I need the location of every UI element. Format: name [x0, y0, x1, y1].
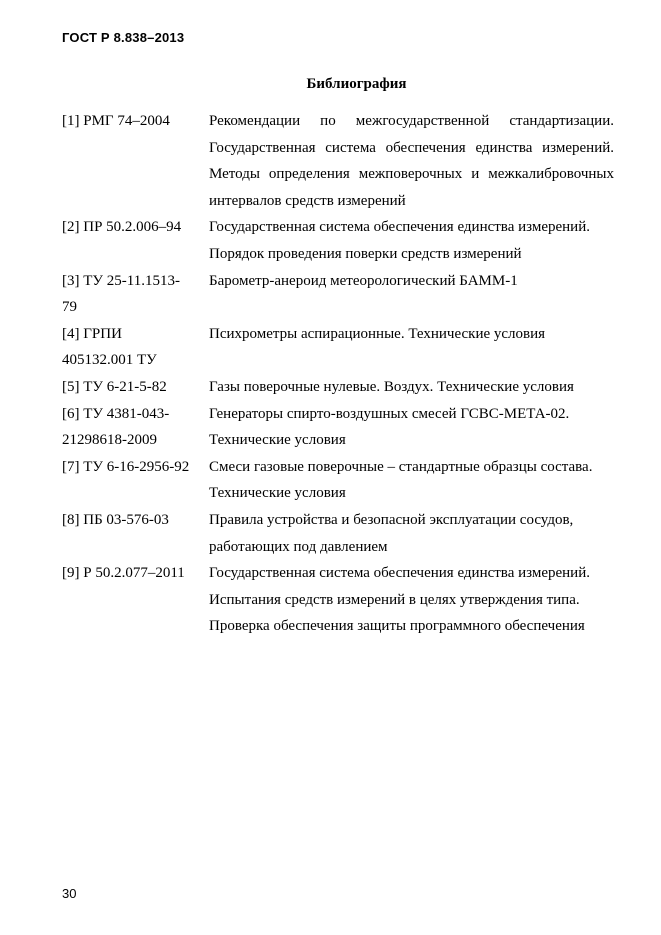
- entry-description: [209, 214, 614, 267]
- bibliography-entry: [62, 507, 614, 560]
- entry-description-line: Генераторы спирто-воздушных смесей ГСВС-МЕТА-02.: [209, 405, 570, 422]
- entry-reference-line: [2] ПР 50.2.006–94: [62, 219, 182, 236]
- bibliography-entry: [62, 560, 614, 640]
- entry-description-line: Рекомендации по межгосударственной стандартизации.: [209, 113, 614, 129]
- bibliography-entry: [62, 454, 614, 507]
- entry-reference-line: [3] ТУ 25-11.1513-: [62, 272, 180, 289]
- entry-description: [209, 268, 614, 295]
- entry-reference: [62, 560, 209, 587]
- entry-reference: [62, 108, 209, 135]
- entry-reference-line: [8] ПБ 03-576-03: [62, 511, 169, 528]
- entry-description-line: интервалов средств измерений: [209, 192, 406, 209]
- bibliography-entry: [62, 321, 614, 374]
- entry-description-line: Государственная система обеспечения единства измерений.: [209, 139, 614, 156]
- entry-description-line: Порядок проведения поверки средств измерений: [209, 245, 522, 262]
- entry-description-line: Психрометры аспирационные. Технические условия: [209, 325, 546, 342]
- entry-description: [209, 321, 614, 348]
- section-title: Библиография: [306, 76, 407, 92]
- entry-reference-line: [6] ТУ 4381-043-: [62, 405, 170, 422]
- page-number: 30: [62, 886, 77, 901]
- entry-description: [209, 108, 614, 214]
- entry-reference: [62, 454, 209, 481]
- bibliography-entry: [62, 401, 614, 454]
- entry-reference-line: [1] РМГ 74–2004: [62, 113, 170, 129]
- entry-reference-line: [7] ТУ 6-16-2956-92: [62, 458, 190, 475]
- entry-description-line: Смеси газовые поверочные – стандартные образцы состава.: [209, 458, 593, 475]
- entry-description-line: Государственная система обеспечения единства измерений.: [209, 565, 590, 582]
- entry-description-line: Технические условия: [209, 432, 346, 449]
- entry-description-line: Правила устройства и безопасной эксплуатации сосудов,: [209, 511, 574, 528]
- entry-description: [209, 374, 614, 401]
- entry-reference: [62, 374, 209, 401]
- bibliography-entry: [62, 268, 614, 321]
- entry-description-line: Государственная система обеспечения единства измерений.: [209, 219, 590, 236]
- entry-description-line: работающих под давлением: [209, 538, 388, 555]
- entry-description-line: Барометр-анероид метеорологический БАММ-1: [209, 272, 518, 289]
- bibliography-entry: [62, 374, 614, 401]
- bibliography-list: [62, 108, 614, 640]
- entry-description-line: Методы определения межповерочных и межкалибровочных: [209, 166, 614, 183]
- document-code-header: ГОСТ Р 8.838–2013: [62, 30, 185, 45]
- entry-reference: [62, 507, 209, 534]
- entry-description: [209, 401, 614, 454]
- entry-reference-line: [4] ГРПИ: [62, 325, 122, 342]
- entry-reference-line: 405132.001 ТУ: [62, 352, 157, 369]
- bibliography-entry: [62, 214, 614, 267]
- entry-description: [209, 560, 614, 640]
- entry-description: [209, 507, 614, 560]
- entry-description-line: Технические условия: [209, 485, 346, 502]
- entry-description-line: Проверка обеспечения защиты программного обеспечения: [209, 618, 585, 635]
- entry-reference: [62, 321, 209, 374]
- entry-description-line: Газы поверочные нулевые. Воздух. Технические условия: [209, 378, 574, 395]
- entry-description-line: Испытания средств измерений в целях утверждения типа.: [209, 591, 580, 608]
- entry-reference: [62, 214, 209, 241]
- bibliography-entry: [62, 108, 614, 214]
- entry-reference: [62, 401, 209, 454]
- entry-reference-line: [5] ТУ 6-21-5-82: [62, 378, 167, 395]
- entry-reference: [62, 268, 209, 321]
- entry-reference-line: [9] Р 50.2.077–2011: [62, 565, 185, 582]
- entry-reference-line: 21298618-2009: [62, 432, 157, 449]
- entry-reference-line: 79: [62, 299, 77, 316]
- entry-description: [209, 454, 614, 507]
